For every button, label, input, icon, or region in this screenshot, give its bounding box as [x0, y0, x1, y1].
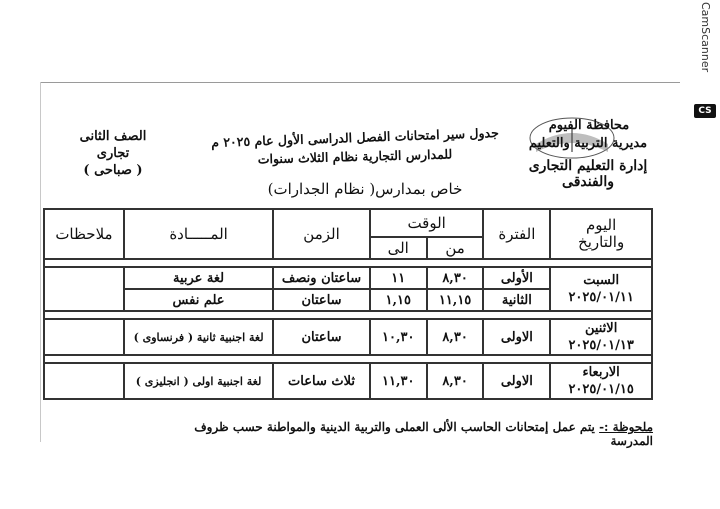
table-row	[44, 267, 652, 289]
duration-cell: ساعتان ونصف	[273, 267, 370, 289]
header-period: الفترة	[483, 209, 550, 259]
duration-cell: ساعتان	[273, 319, 370, 355]
scanner-brand: CamScanner	[699, 2, 712, 73]
paper-left-edge	[40, 82, 41, 442]
day-name: الاربعاء	[582, 365, 620, 380]
directorate-name: مديرية التربية والتعليم	[528, 136, 648, 151]
header-notes: ملاحظات	[44, 209, 124, 259]
header-time: الوقت	[370, 209, 484, 237]
header-date: والتاريخ	[578, 233, 625, 251]
to-cell: ١١	[370, 267, 427, 289]
title-line-2: للمدارس التجارية نظام الثلاث سنوات	[257, 146, 453, 167]
grade-shift: ( صباحى )	[83, 163, 143, 178]
subject-cell: لغة عربية	[124, 267, 273, 289]
header-duration: الزمن	[273, 209, 370, 259]
from-cell: ٨,٣٠	[427, 319, 484, 355]
period-cell: الاولى	[483, 319, 550, 355]
exam-title	[200, 124, 510, 167]
duration-cell: ثلاث ساعات	[273, 363, 370, 399]
day-cell	[550, 267, 652, 311]
to-cell: ١٠,٣٠	[370, 319, 427, 355]
from-cell: ١١,١٥	[427, 289, 484, 311]
administration-name: إدارة التعليم التجارى والفندقى	[528, 158, 648, 190]
notes-cell	[44, 363, 124, 399]
header-subject: المـــــادة	[124, 209, 273, 259]
duration-cell: ساعتان	[273, 289, 370, 311]
day-name: السبت	[583, 273, 620, 288]
from-cell: ٨,٣٠	[427, 267, 484, 289]
header-ministry	[508, 112, 668, 198]
notes-cell	[44, 267, 124, 311]
exam-date: ٢٠٢٥/٠١/١١	[568, 290, 634, 305]
period-cell: الاولى	[483, 363, 550, 399]
grade-level: الصف الثانى	[79, 129, 147, 144]
grade-info	[58, 128, 168, 179]
table-row	[44, 319, 652, 355]
exam-date: ٢٠٢٥/٠١/١٣	[568, 338, 634, 353]
subject-cell: علم نفس	[124, 289, 273, 311]
special-system-note: خاص بمدارس( نظام الجدارات)	[267, 180, 463, 198]
day-cell	[550, 363, 652, 399]
subject-cell: لغة اجنبية ثانية ( فرنساوى )	[124, 319, 273, 355]
to-cell: ١١,٣٠	[370, 363, 427, 399]
footer-note	[188, 420, 653, 448]
note-label: ملحوظة :-	[599, 420, 653, 434]
day-cell	[550, 319, 652, 355]
exam-schedule-table	[43, 208, 653, 400]
to-cell: ١,١٥	[370, 289, 427, 311]
title-line-1: جدول سير امتحانات الفصل الدراسى الأول عام ٢٠٢٥ م	[210, 124, 500, 151]
header-to: الى	[370, 237, 427, 259]
day-name: الاثنين	[584, 321, 618, 336]
period-cell: الثانية	[483, 289, 550, 311]
subject-cell: لغة اجنبية اولى ( انجليزى )	[124, 363, 273, 399]
exam-date: ٢٠٢٥/٠١/١٥	[568, 382, 634, 397]
paper-top-edge	[40, 82, 680, 83]
from-cell: ٨,٣٠	[427, 363, 484, 399]
header-from: من	[427, 237, 484, 259]
notes-cell	[44, 319, 124, 355]
scanner-logo-icon: CS	[694, 104, 716, 118]
table-row	[44, 363, 652, 399]
scanner-watermark	[686, 0, 720, 120]
header-day: اليوم	[585, 216, 617, 234]
period-cell: الأولى	[483, 267, 550, 289]
governorate-name: محافظة الفيوم	[548, 118, 630, 133]
header-day-date	[550, 209, 652, 259]
note-text: يتم عمل إمتحانات الحاسب الألى العملى والتربية الدينية والمواطنة حسب ظروف المدرسة	[194, 420, 653, 448]
grade-track: تجارى	[96, 146, 130, 161]
